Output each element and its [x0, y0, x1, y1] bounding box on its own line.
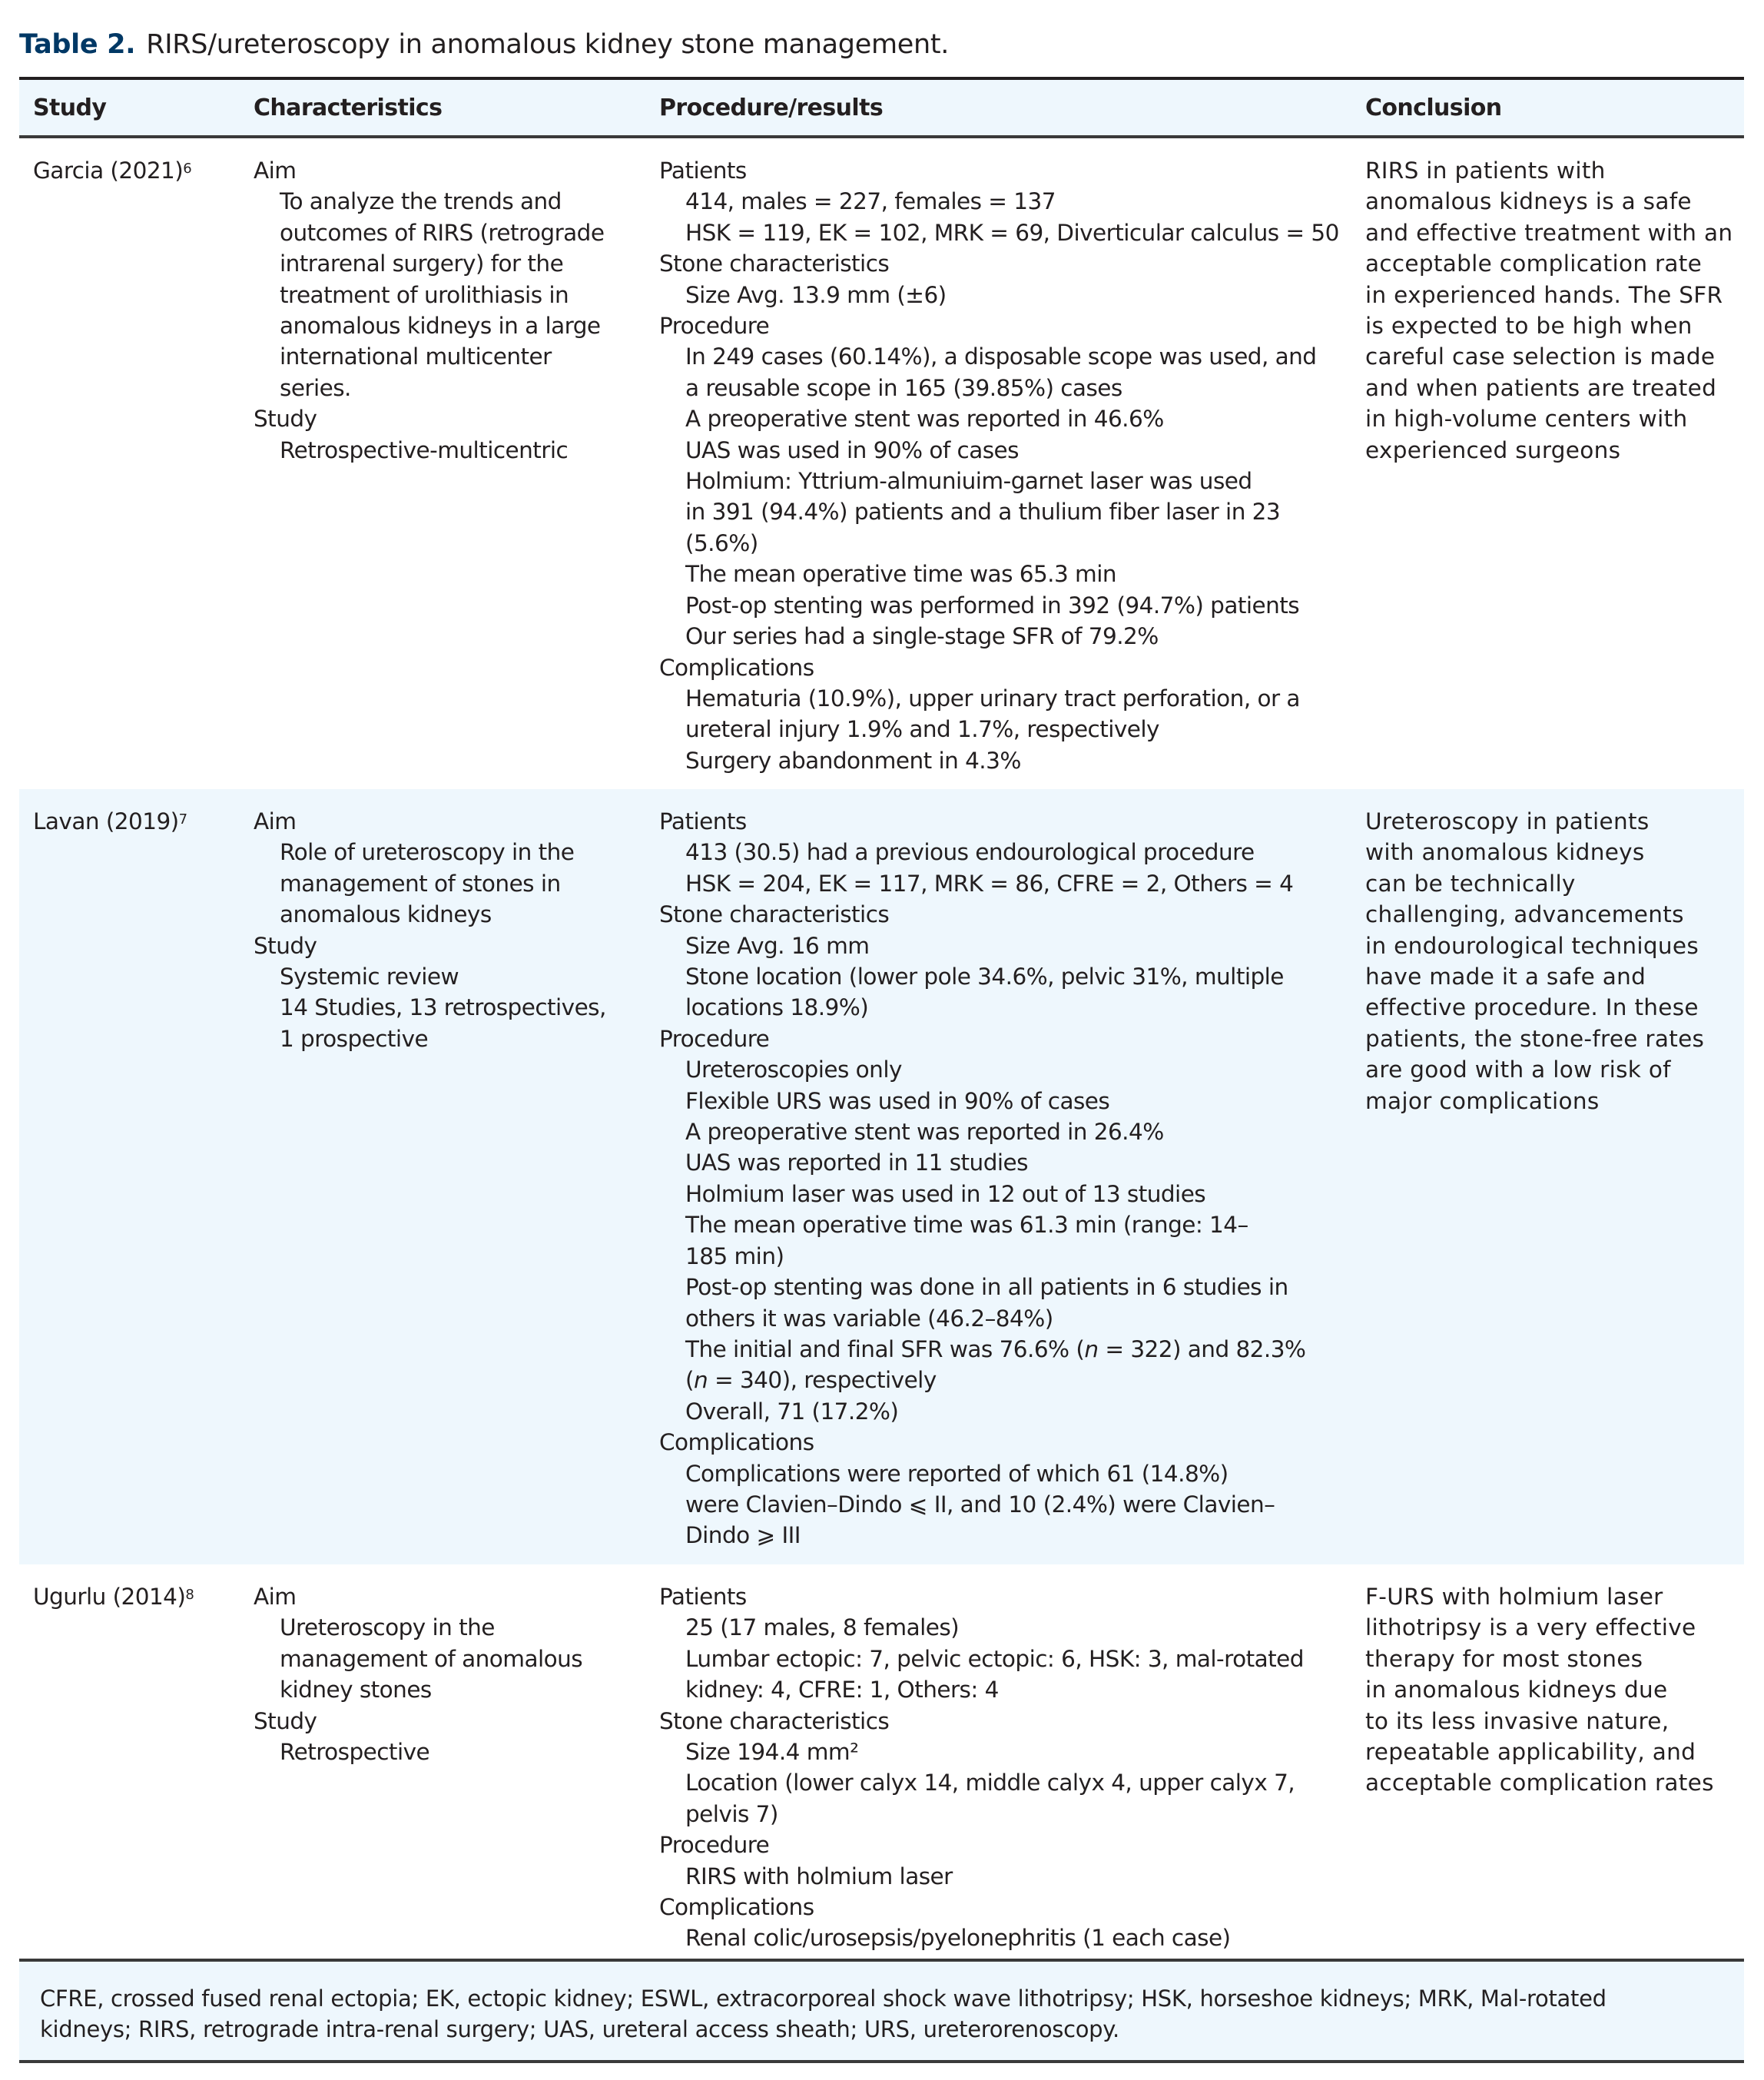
- detail-line: Holmium: Yttrium-almuniuim-garnet laser was used: [685, 468, 1252, 495]
- conclusion-line: Ureteroscopy in patients: [1365, 808, 1650, 834]
- detail-line: Hematuria (10.9%), upper urinary tract perforation, or a: [685, 685, 1300, 712]
- table-row-garcia: [19, 138, 1744, 789]
- procedure-cell: [659, 806, 1351, 1551]
- conclusion-line: anomalous kidneys is a safe: [1365, 188, 1692, 215]
- detail-line: RIRS with holmium laser: [685, 1863, 953, 1889]
- data-table: [19, 77, 1744, 2063]
- conclusion-line: in experienced hands. The SFR: [1365, 281, 1723, 308]
- conclusion-cell: [1365, 1581, 1726, 1799]
- section-heading: Patients: [659, 808, 747, 834]
- header-conclusion: Conclusion: [1365, 95, 1502, 121]
- reference-number: 6: [183, 161, 192, 177]
- conclusion-line: acceptable complication rates: [1365, 1770, 1714, 1796]
- detail-line: series.: [280, 374, 351, 401]
- detail-line: Stone location (lower pole 34.6%, pelvic 31%, multiple: [685, 964, 1284, 990]
- footer-bottom-rule: [19, 2060, 1744, 2063]
- table-title: [19, 28, 949, 61]
- conclusion-line: repeatable applicability, and: [1365, 1739, 1696, 1766]
- detail-line: kidney stones: [280, 1677, 432, 1703]
- detail-line: kidney: 4, CFRE: 1, Others: 4: [685, 1677, 999, 1703]
- table-caption: RIRS/ureteroscopy in anomalous kidney stone management.: [146, 29, 950, 60]
- section-heading: Procedure: [659, 313, 770, 340]
- conclusion-line: with anomalous kidneys: [1365, 839, 1645, 866]
- detail-line: Size Avg. 16 mm: [685, 932, 870, 959]
- detail-line: Flexible URS was used in 90% of cases: [685, 1087, 1110, 1114]
- detail-line: Systemic review: [280, 964, 459, 990]
- study-name: Lavan (2019): [33, 808, 179, 834]
- conclusion-line: F-URS with holmium laser: [1365, 1584, 1663, 1610]
- detail-line: pelvis 7): [685, 1800, 778, 1827]
- detail-line: Dindo ⩾ III: [685, 1522, 801, 1549]
- detail-line: ureteral injury 1.9% and 1.7%, respectively: [685, 716, 1159, 743]
- conclusion-line: and when patients are treated: [1365, 374, 1717, 401]
- detail-line: Our series had a single-stage SFR of 79.2%: [685, 623, 1159, 650]
- conclusion-line: and effective treatment with an: [1365, 219, 1733, 246]
- conclusion-line: RIRS in patients with: [1365, 158, 1606, 184]
- conclusion-line: acceptable complication rate: [1365, 250, 1703, 277]
- detail-line: Post-op stenting was performed in 392 (94.7%) patients: [685, 592, 1300, 619]
- conclusion-line: therapy for most stones: [1365, 1645, 1643, 1672]
- conclusion-line: to its less invasive nature,: [1365, 1707, 1670, 1734]
- section-heading: Procedure: [659, 1025, 770, 1052]
- detail-line: others it was variable (46.2–84%): [685, 1305, 1053, 1332]
- detail-line: 414, males = 227, females = 137: [685, 188, 1056, 215]
- detail-line: anomalous kidneys: [280, 901, 492, 928]
- detail-line: The mean operative time was 61.3 min (range: 14–: [685, 1212, 1248, 1239]
- detail-line: (5.6%): [685, 529, 758, 556]
- header-procedure-results: Procedure/results: [659, 95, 884, 121]
- detail-line: in 391 (94.4%) patients and a thulium fiber laser in 23: [685, 499, 1281, 526]
- detail-line: 14 Studies, 13 retrospectives,: [280, 994, 606, 1021]
- detail-line: Complications were reported of which 61 (14.8%): [685, 1460, 1228, 1487]
- section-heading: Complications: [659, 1894, 814, 1921]
- detail-line: Location (lower calyx 14, middle calyx 4, upper calyx 7,: [685, 1770, 1295, 1796]
- detail-line: were Clavien–Dindo ⩽ II, and 10 (2.4%) were Clavien–: [685, 1491, 1275, 1518]
- study-name: Garcia (2021): [33, 158, 184, 184]
- section-heading: Patients: [659, 1584, 747, 1610]
- detail-line: Retrospective-multicentric: [280, 436, 569, 463]
- study-cell: [33, 806, 248, 837]
- detail-line: a reusable scope in 165 (39.85%) cases: [685, 374, 1122, 401]
- detail-line: 25 (17 males, 8 females): [685, 1614, 960, 1641]
- detail-line: A preoperative stent was reported in 46.6%: [685, 406, 1164, 433]
- section-heading: Study: [254, 932, 317, 959]
- footnote-line: CFRE, crossed fused renal ectopia; EK, ectopic kidney; ESWL, extracorporeal shock wave lithotripsy; HSK, horseshoe kidneys; MRK, Mal-rotated: [40, 1985, 1606, 2012]
- detail-line: 185 min): [685, 1242, 784, 1269]
- detail-line: Surgery abandonment in 4.3%: [685, 747, 1021, 774]
- conclusion-line: lithotripsy is a very effective: [1365, 1614, 1696, 1641]
- detail-line: anomalous kidneys in a large: [280, 313, 601, 340]
- conclusion-line: is expected to be high when: [1365, 313, 1693, 340]
- detail-line: To analyze the trends and: [280, 188, 562, 215]
- detail-line: 413 (30.5) had a previous endourological procedure: [685, 839, 1255, 866]
- conclusion-cell: [1365, 155, 1733, 466]
- table-label: Table 2.: [19, 29, 136, 60]
- detail-line: Post-op stenting was done in all patients in 6 studies in: [685, 1274, 1288, 1301]
- detail-line: The initial and final SFR was 76.6% (n = 322) and 82.3%: [685, 1335, 1306, 1362]
- table-row-lavan: [19, 789, 1744, 1564]
- conclusion-line: can be technically: [1365, 870, 1576, 897]
- conclusion-line: challenging, advancements: [1365, 901, 1684, 928]
- detail-line: Lumbar ectopic: 7, pelvic ectopic: 6, HSK: 3, mal-rotated: [685, 1645, 1304, 1672]
- section-heading: Study: [254, 1707, 317, 1734]
- conclusion-line: experienced surgeons: [1365, 436, 1621, 463]
- detail-line: UAS was reported in 11 studies: [685, 1149, 1028, 1176]
- detail-line: locations 18.9%): [685, 994, 869, 1021]
- conclusion-line: careful case selection is made: [1365, 343, 1716, 370]
- section-heading: Stone characteristics: [659, 1707, 890, 1734]
- detail-line: In 249 cases (60.14%), a disposable scope was used, and: [685, 343, 1317, 370]
- detail-line: Size Avg. 13.9 mm (±6): [685, 281, 947, 308]
- study-name: Ugurlu (2014): [33, 1584, 186, 1610]
- header-study: Study: [33, 95, 107, 121]
- detail-line: HSK = 204, EK = 117, MRK = 86, CFRE = 2, Others = 4: [685, 870, 1294, 897]
- reference-number: 8: [185, 1587, 194, 1603]
- section-heading: Complications: [659, 654, 814, 681]
- detail-line: international multicenter: [280, 343, 552, 370]
- procedure-cell: [659, 155, 1351, 776]
- table-header: [19, 80, 1744, 135]
- detail-line: Renal colic/urosepsis/pyelonephritis (1 each case): [685, 1925, 1231, 1952]
- procedure-cell: [659, 1581, 1351, 1954]
- section-heading: Patients: [659, 158, 747, 184]
- detail-line: 1 prospective: [280, 1025, 429, 1052]
- section-heading: Aim: [254, 808, 297, 834]
- detail-line: (n = 340), respectively: [685, 1367, 937, 1394]
- section-heading: Complications: [659, 1429, 814, 1456]
- conclusion-line: major complications: [1365, 1087, 1600, 1114]
- conclusion-line: in high-volume centers with: [1365, 406, 1688, 433]
- detail-line: management of anomalous: [280, 1645, 583, 1672]
- conclusion-line: in anomalous kidneys due: [1365, 1677, 1668, 1703]
- detail-line: Overall, 71 (17.2%): [685, 1398, 899, 1425]
- detail-line: A preoperative stent was reported in 26.4%: [685, 1119, 1164, 1146]
- detail-line: HSK = 119, EK = 102, MRK = 69, Diverticular calculus = 50: [685, 219, 1339, 246]
- characteristics-cell: [254, 155, 638, 466]
- detail-line: outcomes of RIRS (retrograde: [280, 219, 605, 246]
- abbreviations-note: [40, 1983, 1730, 2045]
- detail-line: Ureteroscopies only: [685, 1057, 902, 1083]
- section-heading: Study: [254, 406, 317, 433]
- characteristics-cell: [254, 1581, 638, 1767]
- header-characteristics: Characteristics: [254, 95, 443, 121]
- footnote-line: kidneys; RIRS, retrograde intra-renal surgery; UAS, ureteral access sheath; URS, ureterorenoscopy.: [40, 2016, 1119, 2042]
- detail-line: Ureteroscopy in the: [280, 1614, 495, 1641]
- detail-line: UAS was used in 90% of cases: [685, 436, 1019, 463]
- detail-line: Role of ureteroscopy in the: [280, 839, 575, 866]
- section-heading: Stone characteristics: [659, 250, 890, 277]
- study-cell: [33, 155, 248, 186]
- characteristics-cell: [254, 806, 638, 1054]
- detail-line: management of stones in: [280, 870, 561, 897]
- table-footnote: [19, 1962, 1744, 2060]
- detail-line: The mean operative time was 65.3 min: [685, 561, 1117, 588]
- conclusion-line: have made it a safe and: [1365, 964, 1646, 990]
- conclusion-line: in endourological techniques: [1365, 932, 1699, 959]
- section-heading: Stone characteristics: [659, 901, 890, 928]
- detail-line: Size 194.4 mm²: [685, 1739, 859, 1766]
- conclusion-line: patients, the stone-free rates: [1365, 1025, 1705, 1052]
- detail-line: treatment of urolithiasis in: [280, 281, 569, 308]
- detail-line: intrarenal surgery) for the: [280, 250, 564, 277]
- section-heading: Procedure: [659, 1832, 770, 1859]
- detail-line: Holmium laser was used in 12 out of 13 studies: [685, 1180, 1206, 1207]
- conclusion-cell: [1365, 806, 1726, 1116]
- detail-line: Retrospective: [280, 1739, 430, 1766]
- reference-number: 7: [178, 811, 187, 828]
- table-row-ugurlu: [19, 1564, 1744, 1959]
- study-cell: [33, 1581, 248, 1612]
- section-heading: Aim: [254, 158, 297, 184]
- conclusion-line: effective procedure. In these: [1365, 994, 1699, 1021]
- section-heading: Aim: [254, 1584, 297, 1610]
- conclusion-line: are good with a low risk of: [1365, 1057, 1671, 1083]
